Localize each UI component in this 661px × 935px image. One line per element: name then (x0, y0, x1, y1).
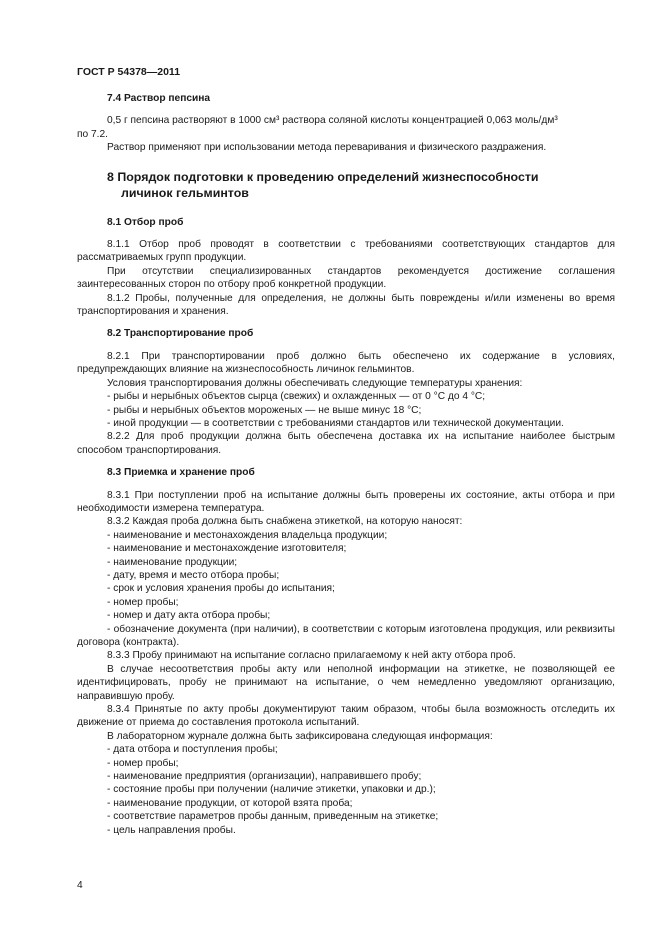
s7-4-paragraph-line1: 0,5 г пепсина растворяют в 1000 см³ раствора соляной кислоты концентрацией 0,063 моль/дм³ (107, 115, 558, 127)
standard-header: ГОСТ Р 54378—2011 (77, 66, 181, 78)
s8-2-p2: Условия транспортирования должны обеспечивать следующие температуры хранения: (107, 377, 523, 389)
s8-3-p6: В лабораторном журнале должна быть зафиксирована следующая информация: (107, 730, 493, 742)
section-8-2-title: 8.2 Транспортирование проб (107, 328, 254, 340)
s7-4-paragraph-line2: по 7.2. (77, 128, 109, 140)
s8-3-p5: 8.3.4 Принятые по акту пробы документируют таким образом, чтобы была возможность отследить их движение от приема до составления протокола испытаний. (77, 704, 615, 729)
section-8-title-line2: личинок гельминтов (121, 185, 249, 200)
section-8-3-title: 8.3 Приемка и хранение проб (107, 467, 255, 479)
list-item: - срок и условия хранения пробы до испытания; (107, 583, 335, 595)
list-item: - номер и дату акта отбора пробы; (107, 610, 271, 622)
s8-2-p1: 8.2.1 При транспортировании проб должно быть обеспечено их содержание в условиях, предупреждающих влияние на жизнеспособность личинок гельминтов. (77, 350, 615, 376)
list-item: - наименование и местонахождение изготовителя; (107, 543, 347, 555)
s8-3-p1: 8.3.1 При поступлении проб на испытание должны быть проверены их состояние, акты отбора и при необходимости измерена температура. (77, 489, 615, 514)
list-item: - номер пробы; (107, 596, 179, 608)
list-item: - соответствие параметров пробы данным, приведенным на этикетке; (107, 811, 439, 823)
s8-3-p2: 8.3.2 Каждая проба должна быть снабжена этикеткой, на которую наносят: (107, 516, 463, 528)
list-item: - номер пробы; (107, 757, 179, 769)
list-item: - обозначение документа (при наличии), в соответствии с которым изготовлена продукция, или реквизиты договора (контракта). (77, 623, 615, 648)
section-8-1-title: 8.1 Отбор проб (107, 216, 184, 228)
list-item: - рыбы и нерыбных объектов сырца (свежих) и охлажденных — от 0 °С до 4 °С; (107, 391, 486, 403)
s8-1-p1: 8.1.1 Отбор проб проводят в соответствии с требованиями соответствующих стандартов для рассматриваемых групп продукции. (77, 239, 615, 264)
list-item: - рыбы и нерыбных объектов мороженых — не выше минус 18 °С; (107, 404, 422, 416)
section-8-title-line1: 8 Порядок подготовки к проведению определений жизнеспособности (107, 169, 539, 184)
list-item: - наименование предприятия (организации), направившего пробу; (107, 771, 422, 783)
list-item: - иной продукции — в соответствии с требованиями стандартов или технической документации. (107, 417, 564, 429)
list-item: - дату, время и место отбора пробы; (107, 569, 280, 581)
s8-3-p4: В случае несоответствия пробы акту или неполной информации на этикетке, не позволяющей ее идентифицировать, пробу не принимают на испытание, о чем немедленно уведомляют организацию, направившую пробу. (77, 663, 615, 702)
list-item: - состояние пробы при получении (наличие этикетки, упаковки и др.); (107, 784, 436, 796)
page-number: 4 (77, 880, 83, 891)
s7-4-paragraph-2: Раствор применяют при использовании метода переваривания и физического раздражения. (107, 142, 547, 154)
s8-1-p2: При отсутствии специализированных стандартов рекомендуется достижение соглашения заинтересованных сторон по отбору проб конкретной продукции. (77, 265, 615, 291)
list-item: - цель направления пробы. (107, 824, 236, 836)
list-item: - дата отбора и поступления пробы; (107, 744, 278, 756)
list-item: - наименование и местонахождения владельца продукции; (107, 529, 388, 541)
list-item: - наименование продукции, от которой взята проба; (107, 797, 353, 809)
list-item: - наименование продукции; (107, 556, 238, 568)
s8-1-p3: 8.1.2 Пробы, полученные для определения, не должны быть повреждены и/или изменены во время транспортирования и хранения. (77, 292, 615, 318)
s8-3-p3: 8.3.3 Пробу принимают на испытание согласно прилагаемому к ней акту отбора проб. (107, 650, 516, 662)
s8-2-p3: 8.2.2 Для проб продукции должна быть обеспечена доставка их на испытание наиболее быстрым способом транспортирования. (77, 431, 615, 456)
document-body (77, 92, 615, 837)
section-8-title (107, 169, 615, 201)
section-7-4-title: 7.4 Раствор пепсина (107, 93, 211, 104)
